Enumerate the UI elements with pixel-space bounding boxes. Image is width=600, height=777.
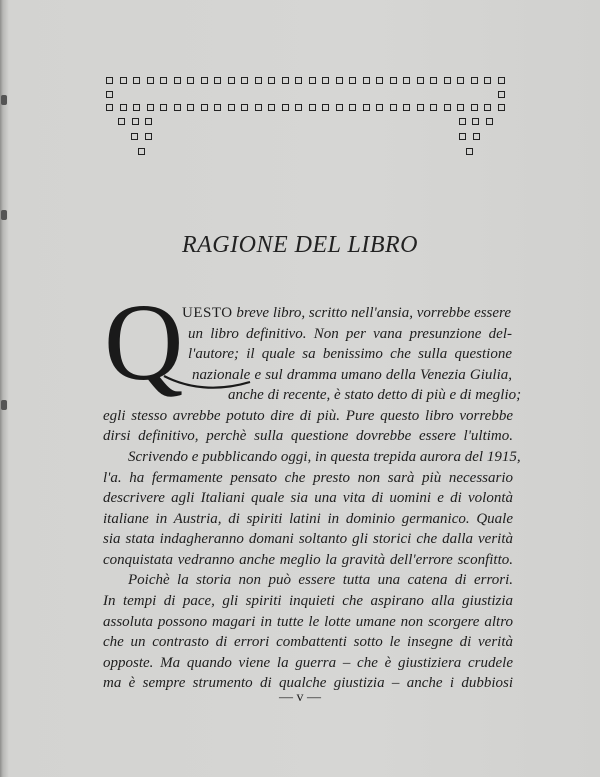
ornament-square bbox=[349, 77, 356, 84]
text-line-12: sia stata indagheranno domani soltanto gli storici che dalla verità bbox=[103, 531, 513, 547]
page-number: — v — bbox=[279, 690, 321, 705]
ornament-square bbox=[268, 104, 275, 111]
ornament-square bbox=[417, 104, 424, 111]
ornament-square bbox=[295, 77, 302, 84]
ornament-square bbox=[484, 77, 491, 84]
ornament-square bbox=[174, 77, 181, 84]
ornament-square bbox=[145, 133, 152, 140]
ornament-square bbox=[444, 104, 451, 111]
text-line-14: Poichè la storia non può essere tutta una catena di errori. bbox=[128, 572, 513, 588]
text-line-13: conquistata vedranno anche meglio la gravità dell'errore sconfitto. bbox=[103, 552, 513, 568]
text-line-18: opposte. Ma quando viene la guerra – che è giustiziera crudele bbox=[103, 655, 513, 671]
first-word: UESTO bbox=[182, 305, 233, 321]
binding-mark bbox=[1, 400, 7, 410]
ornament-square bbox=[363, 77, 370, 84]
text-line-2: un libro definitivo. Non per vana presunzione del- bbox=[188, 326, 512, 342]
ornament-square bbox=[241, 104, 248, 111]
ornament-square bbox=[160, 77, 167, 84]
ornament-square bbox=[120, 104, 127, 111]
ornament-square bbox=[336, 77, 343, 84]
ornament-square bbox=[282, 77, 289, 84]
ornament-square bbox=[466, 148, 473, 155]
ornament-square bbox=[473, 133, 480, 140]
text-line-16: assoluta possono magari in tutte le lotte umane non scorgere altro bbox=[103, 614, 513, 630]
ornament-square bbox=[459, 133, 466, 140]
ornament-square bbox=[459, 118, 466, 125]
ornament-square bbox=[309, 77, 316, 84]
text-line-3: l'autore; il quale sa benissimo che sulla questione bbox=[188, 346, 512, 362]
ornament-square bbox=[336, 104, 343, 111]
ornament-square bbox=[132, 118, 139, 125]
text-line-7: dirsi definitivo, perchè sulla questione dovrebbe essere l'ultimo. bbox=[103, 428, 513, 444]
ornament-square bbox=[471, 104, 478, 111]
ornament-square bbox=[268, 77, 275, 84]
ornament-square bbox=[106, 91, 113, 98]
text-line-1 bbox=[182, 304, 512, 322]
ornament-square bbox=[471, 77, 478, 84]
text-line-8: Scrivendo e pubblicando oggi, in questa trepida aurora del 1915, bbox=[128, 449, 521, 465]
ornament-square bbox=[309, 104, 316, 111]
ornament-square bbox=[131, 133, 138, 140]
text-line-17: che un contrasto di errori combattenti sotto le insegne di verità bbox=[103, 634, 513, 650]
ornament-square bbox=[214, 77, 221, 84]
ornament-square bbox=[133, 104, 140, 111]
ornament-square bbox=[349, 104, 356, 111]
ornament-square bbox=[430, 77, 437, 84]
ornament-square bbox=[133, 77, 140, 84]
ornament-square bbox=[138, 148, 145, 155]
page-title: RAGIONE DEL LIBRO bbox=[181, 232, 419, 258]
ornament-square bbox=[147, 77, 154, 84]
ornament-square bbox=[118, 118, 125, 125]
ornament-square bbox=[255, 104, 262, 111]
ornament-square bbox=[106, 104, 113, 111]
ornament-square bbox=[322, 77, 329, 84]
ornament-square bbox=[417, 77, 424, 84]
ornament-square bbox=[430, 104, 437, 111]
ornament-square bbox=[187, 104, 194, 111]
ornament-square bbox=[498, 104, 505, 111]
ornament-square bbox=[241, 77, 248, 84]
text-line-15: In tempi di pace, gli spiriti inquieti che aspirano alla giustizia bbox=[103, 593, 513, 609]
binding-mark bbox=[1, 210, 7, 220]
text-line-11: italiane in Austria, di spiriti latini in dominio germanico. Quale bbox=[103, 511, 513, 527]
ornament-square bbox=[403, 77, 410, 84]
ornament-square bbox=[201, 77, 208, 84]
line-text: breve libro, scritto nell'ansia, vorrebbe essere bbox=[232, 305, 511, 321]
ornament-square bbox=[390, 104, 397, 111]
ornament-square bbox=[457, 77, 464, 84]
ornament-square bbox=[201, 104, 208, 111]
ornament-square bbox=[322, 104, 329, 111]
ornament-square bbox=[228, 77, 235, 84]
ornament-square bbox=[228, 104, 235, 111]
ornament-square bbox=[106, 77, 113, 84]
ornament-square bbox=[295, 104, 302, 111]
ornament-square bbox=[214, 104, 221, 111]
ornament-square bbox=[160, 104, 167, 111]
ornament-square bbox=[457, 104, 464, 111]
ornament-square bbox=[147, 104, 154, 111]
text-line-6: egli stesso avrebbe potuto dire di più. Pure questo libro vorrebbe bbox=[103, 408, 513, 424]
ornament-square bbox=[120, 77, 127, 84]
ornament-square bbox=[484, 104, 491, 111]
text-line-9: l'a. ha fermamente pensato che presto non sarà più necessario bbox=[103, 470, 513, 486]
ornament-square bbox=[376, 104, 383, 111]
text-line-4: nazionale e sul dramma umano della Venezia Giulia, bbox=[192, 367, 512, 383]
text-line-19: ma è sempre strumento di qualche giustizia – anche i dubbiosi bbox=[103, 675, 513, 691]
ornament-square bbox=[376, 77, 383, 84]
ornament-square bbox=[187, 77, 194, 84]
ornament-square bbox=[145, 118, 152, 125]
ornament-square bbox=[444, 77, 451, 84]
text-line-5: anche di recente, è stato detto di più e di meglio; bbox=[228, 387, 522, 403]
text-line-10: descrivere agli Italiani quale sia una vita di uomini e di volontà bbox=[103, 490, 513, 506]
ornament-square bbox=[282, 104, 289, 111]
ornament-square bbox=[403, 104, 410, 111]
ornament-square bbox=[255, 77, 262, 84]
ornament-square bbox=[472, 118, 479, 125]
ornament-square bbox=[498, 91, 505, 98]
decorative-header-ornament bbox=[0, 0, 600, 170]
ornament-square bbox=[486, 118, 493, 125]
ornament-square bbox=[498, 77, 505, 84]
drop-cap: Q bbox=[104, 281, 184, 403]
ornament-square bbox=[174, 104, 181, 111]
ornament-square bbox=[363, 104, 370, 111]
ornament-square bbox=[390, 77, 397, 84]
